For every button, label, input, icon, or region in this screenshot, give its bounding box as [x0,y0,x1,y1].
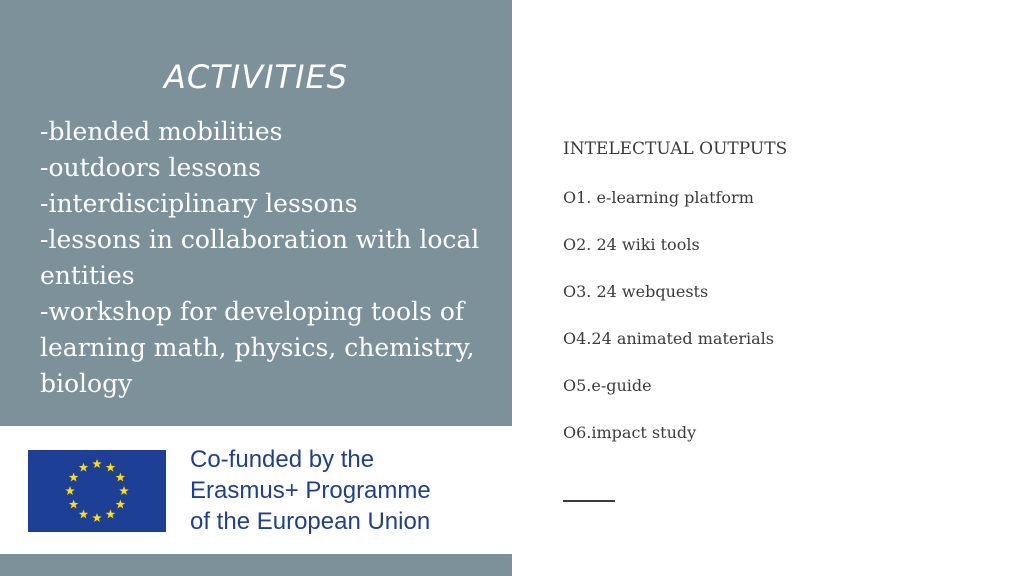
output-item: O3. 24 webquests [563,282,709,301]
output-item: O2. 24 wiki tools [563,235,700,254]
cofunded-line: Co-funded by the [190,446,375,473]
activities-list [40,114,490,402]
activity-item: -outdoors lessons [40,153,261,182]
erasmus-logo-band [0,426,512,554]
output-item: O4.24 animated materials [563,329,774,348]
output-item: O6.impact study [563,423,697,442]
cofunded-text [190,444,500,537]
eu-flag-icon [28,450,166,532]
divider-line [563,500,615,502]
outputs-title: INTELECTUAL OUTPUTS [563,139,788,159]
activity-item: -lessons in collaboration with local entities [40,225,480,290]
output-item: O1. e-learning platform [563,188,754,207]
outputs-list [563,187,774,469]
activity-item: -blended mobilities [40,117,283,146]
cofunded-line: of the European Union [190,508,431,535]
output-item: O5.e-guide [563,376,652,395]
activity-item: -workshop for developing tools of learning math, physics, chemistry, biology [40,297,475,398]
cofunded-line: Erasmus+ Programme [190,477,431,504]
activities-title: ACTIVITIES [163,58,349,96]
activity-item: -interdisciplinary lessons [40,189,358,218]
